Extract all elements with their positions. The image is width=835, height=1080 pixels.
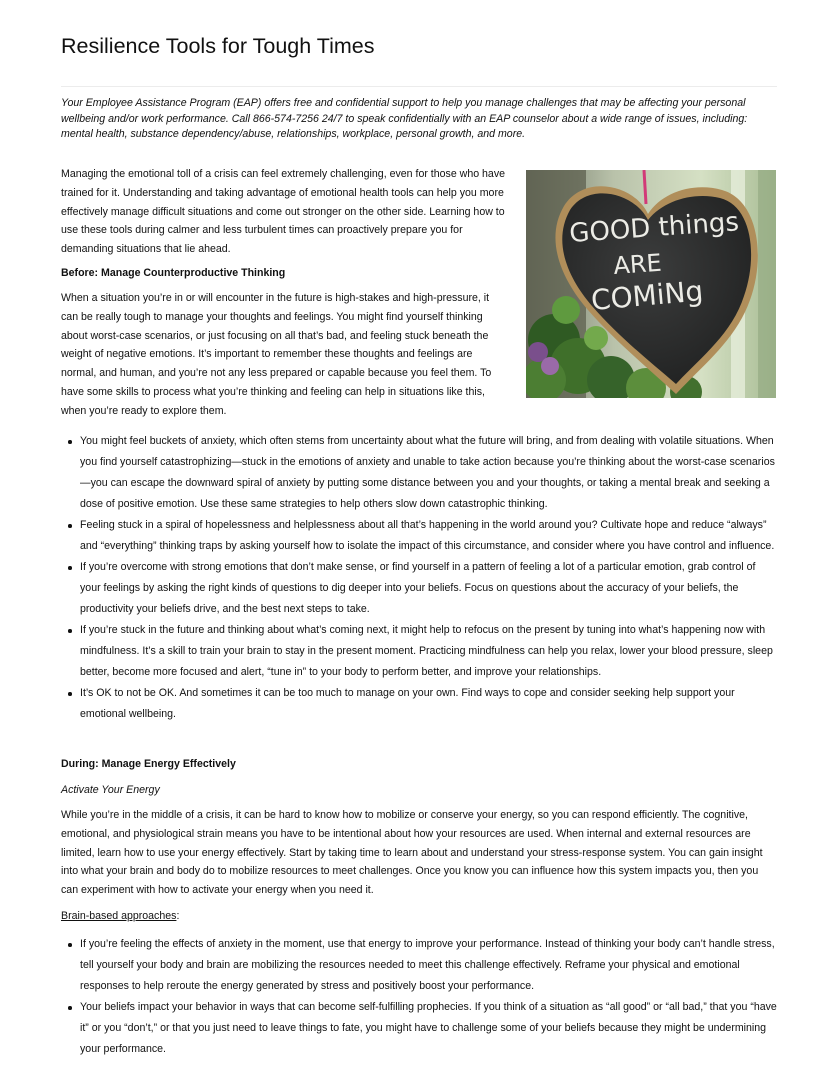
list-item: Feeling stuck in a spiral of hopelessness and helplessness about all that’s happening in the world around you? Cultivate hope and reduce “always” and “everything” thinking traps by asking yourself how to isolate the impact of this circumstance, and consider where you have control and influence.: [80, 515, 777, 557]
subheading-activate-energy: Activate Your Energy: [61, 784, 160, 796]
list-item: You might feel buckets of anxiety, which often stems from uncertainty about what the future will bring, and from dealing with volatile situations. When you find yourself catastrophizing—stuck in the emotions of anxiety and unable to take action because you’re thinking about the worst-case scenarios—you can escape the downward spiral of anxiety by putting some distance between you and your thoughts, or taking a mental break and seeking a dose of positive emotion. Use these same strategies to help others slow down catastrophic thinking.: [80, 431, 777, 515]
opening-paragraph: Managing the emotional toll of a crisis can feel extremely challenging, even for those who have trained for it. Understanding and taking advantage of emotional health tools can help you more effectively manage difficult situations and come out stronger on the other side. Learning how to use these tools during calmer and less turbulent times can proactively prepare you for demanding situations that lie ahead.: [61, 168, 506, 256]
section-heading-before: Before: Manage Counterproductive Thinking: [61, 266, 286, 279]
during-paragraph: While you’re in the middle of a crisis, it can be hard to know how to mobilize or conserve your energy, so you can respond efficiently. The cognitive, emotional, and physiological strain means you have to be intentional about how your resources are used. When internal and external resources are limited, learn how to use your energy effectively. Start by taking time to learn about and understand your stress-response system. You can gain insight into what your brain and body do to mobilize resources to meet challenges. Once you know you can influence how this system impacts you, then you can experiment with how to activate your energy when you need it.: [61, 809, 763, 897]
heart-sign-photo: [526, 170, 776, 398]
title-divider: [61, 86, 777, 87]
list-item: If you’re overcome with strong emotions that don’t make sense, or find yourself in a pattern of feeling a lot of a particular emotion, grab control of your feelings by asking the right kinds of questions to dig deeper into your beliefs. Focus on questions about the accuracy of your beliefs, the productivity your beliefs drive, and the best next steps to take.: [80, 557, 777, 620]
before-bullet-list: [61, 431, 777, 725]
eap-intro: Your Employee Assistance Program (EAP) offers free and confidential support to help you manage challenges that may be affecting your personal wellbeing and/or work performance. Call 866-574-7256 24/7 to speak confidentially with an EAP counselor about a wide range of issues, including: mental health, substance dependency/abuse, relationships, workplace, personal growth, and more.: [61, 97, 748, 141]
brain-approaches-line: [61, 909, 777, 924]
list-item: Your beliefs impact your behavior in ways that can become self-fulfilling prophecies. If you think of a situation as “all good” or “all bad,” that you “have it” or you “don’t,” or that you just need to leave things to fate, you might have to challenge some of your beliefs because they might be undermining your performance.: [80, 997, 777, 1060]
page-title: Resilience Tools for Tough Times: [61, 34, 375, 58]
list-item: If you’re stuck in the future and thinking about what’s coming next, it might help to refocus on the present by tuning into what’s happening now with mindfulness. It’s a skill to train your brain to stay in the present moment. Practicing mindfulness can help you relax, lower your blood pressure, sleep better, become more focused and alert, “tune in” to your body to perform better, and improve your relationships.: [80, 620, 777, 683]
section-heading-during: During: Manage Energy Effectively: [61, 758, 236, 770]
brain-approaches-colon: :: [176, 910, 180, 922]
before-paragraph: When a situation you’re in or will encounter in the future is high-stakes and high-pressure, it can be really tough to manage your thoughts and feelings. You might find yourself thinking about worst-case scenarios, or just focusing on all that’s bad, and feeling stuck beneath the weight of negative emotions. It’s important to remember these thoughts and feelings are normal, and human, and you’re not any less prepared or capable because you feel them. To have some skills to process what you’re thinking and feeling can help in situations like this, when you’re ready to explore them.: [61, 291, 492, 417]
sign-text-line3: COMiNg: [589, 274, 705, 317]
brain-approaches-link[interactable]: Brain-based approaches: [61, 910, 177, 922]
during-bullet-list: [61, 934, 777, 1060]
sign-text-line1: GOOD things: [568, 207, 740, 249]
list-item: It’s OK to not be OK. And sometimes it can be too much to manage on your own. Find ways to cope and consider seeking help support your emotional wellbeing.: [80, 683, 777, 725]
list-item: If you’re feeling the effects of anxiety in the moment, use that energy to improve your performance. Instead of thinking your body can’t handle stress, tell yourself your body and brain are mobilizing the resources needed to meet this challenge effectively. Reframe your physical and emotional responses to help reroute the energy generated by stress and positively boost your performance.: [80, 934, 777, 997]
section-before: [61, 165, 508, 421]
sign-text-line2: ARE: [612, 248, 663, 280]
